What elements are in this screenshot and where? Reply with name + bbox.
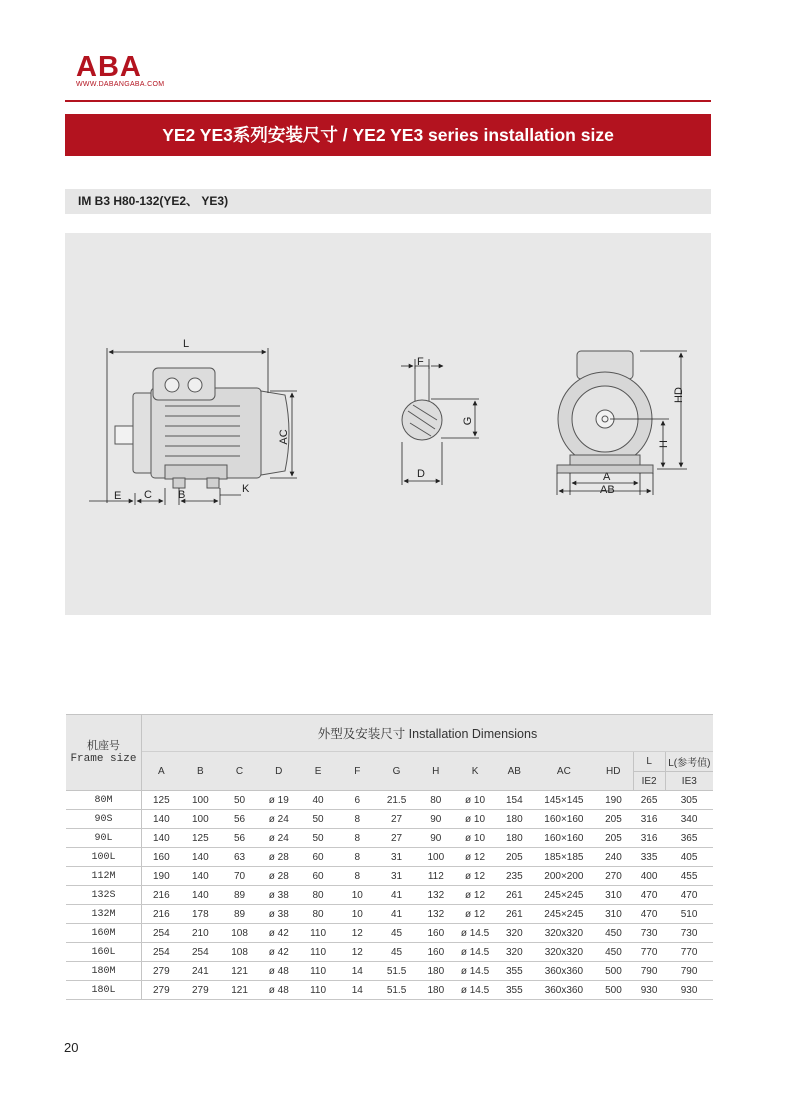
dimension-cell: 60 [298, 848, 337, 867]
frame-size-cell: 90S [66, 810, 141, 829]
dimension-cell: 310 [594, 905, 633, 924]
dimension-cell: ø 14.5 [455, 924, 494, 943]
dimension-cell: 930 [633, 981, 665, 1000]
label-AB: AB [600, 484, 615, 496]
section-bar [65, 189, 711, 214]
label-G: G [462, 416, 474, 426]
header-rule [65, 100, 711, 102]
dimension-cell: ø 14.5 [455, 962, 494, 981]
dimension-cell: 254 [141, 924, 180, 943]
dimension-cell: 110 [298, 962, 337, 981]
col-header-d: D [259, 752, 298, 791]
dimension-cell: 500 [594, 962, 633, 981]
frame-size-cell: 90L [66, 829, 141, 848]
dimension-cell: 305 [665, 791, 713, 810]
dimension-cell: 400 [633, 867, 665, 886]
logo-url: WWW.DABANGABA.COM [76, 81, 165, 88]
dimension-cell: 80 [298, 905, 337, 924]
table-row [66, 886, 713, 905]
dimension-cell: ø 28 [259, 867, 298, 886]
label-F: F [417, 356, 424, 368]
dimension-cell: 110 [298, 943, 337, 962]
dimension-cell: 56 [220, 829, 259, 848]
dimension-cell: 41 [377, 886, 416, 905]
col-header-ie3: IE3 [665, 772, 713, 791]
frame-size-cell: 112M [66, 867, 141, 886]
dimension-cell: 10 [338, 886, 377, 905]
dimension-cell: 510 [665, 905, 713, 924]
dimension-cell: 470 [665, 886, 713, 905]
label-D: D [417, 468, 425, 480]
dimension-cell: 110 [298, 924, 337, 943]
label-HD: HD [673, 387, 685, 403]
dimension-cell: 108 [220, 943, 259, 962]
dimension-cell: 27 [377, 829, 416, 848]
dimension-cell: 14 [338, 981, 377, 1000]
dimension-cell: ø 38 [259, 905, 298, 924]
frame-size-cell: 160L [66, 943, 141, 962]
dimension-cell: 254 [181, 943, 220, 962]
dimension-cell: 190 [594, 791, 633, 810]
dimension-cell: 245×245 [534, 905, 594, 924]
dimension-cell: 121 [220, 962, 259, 981]
dimension-cell: ø 24 [259, 810, 298, 829]
dimension-cell: 121 [220, 981, 259, 1000]
label-A: A [603, 471, 611, 483]
label-E: E [114, 490, 122, 502]
dimension-cell: ø 19 [259, 791, 298, 810]
frame-size-header [66, 715, 141, 791]
dimension-cell: 27 [377, 810, 416, 829]
dimension-cell: 930 [665, 981, 713, 1000]
dimension-cell: 270 [594, 867, 633, 886]
dimension-cell: ø 48 [259, 962, 298, 981]
dimension-cell: 730 [633, 924, 665, 943]
table-row [66, 848, 713, 867]
installation-drawing [65, 233, 711, 615]
table-body [66, 791, 713, 1000]
dimension-cell: 279 [141, 981, 180, 1000]
dimension-cell: 100 [181, 791, 220, 810]
dimension-cell: ø 42 [259, 924, 298, 943]
dimension-cell: 185×185 [534, 848, 594, 867]
label-C: C [144, 489, 152, 501]
dimension-cell: 125 [181, 829, 220, 848]
dimension-cell: ø 10 [455, 810, 494, 829]
side-view [115, 368, 289, 488]
dimension-cell: 335 [633, 848, 665, 867]
page-title: YE2 YE3系列安装尺寸 / YE2 YE3 series installation size [65, 114, 711, 156]
dimension-cell: 89 [220, 905, 259, 924]
dimension-cell: 340 [665, 810, 713, 829]
dimension-cell: 355 [495, 981, 534, 1000]
table-row [66, 829, 713, 848]
table-row [66, 810, 713, 829]
dimension-cell: 140 [141, 829, 180, 848]
dimension-cell: 360x360 [534, 981, 594, 1000]
frame-size-cell: 160M [66, 924, 141, 943]
col-header-a: A [141, 752, 180, 791]
dimension-cell: 8 [338, 848, 377, 867]
dimension-cell: 21.5 [377, 791, 416, 810]
dimension-cell: 70 [220, 867, 259, 886]
dimension-cell: 100 [416, 848, 455, 867]
frame-size-cell: 180M [66, 962, 141, 981]
dimension-cell: 216 [141, 886, 180, 905]
dimension-cell: ø 14.5 [455, 943, 494, 962]
dimension-cell: 45 [377, 943, 416, 962]
dimension-cell: 90 [416, 810, 455, 829]
dimension-cell: 790 [633, 962, 665, 981]
table-row [66, 981, 713, 1000]
col-header-e: E [298, 752, 337, 791]
frame-size-cell: 180L [66, 981, 141, 1000]
col-header-l: L [633, 752, 665, 772]
dimension-cell: 12 [338, 943, 377, 962]
dimension-cell: 216 [141, 905, 180, 924]
frame-size-header-cn: 机座号 [86, 739, 120, 752]
dimension-cell: 180 [416, 981, 455, 1000]
dimension-cell: 235 [495, 867, 534, 886]
dimension-cell: 132 [416, 905, 455, 924]
dimension-cell: 40 [298, 791, 337, 810]
dimension-cell: 470 [633, 905, 665, 924]
dimension-cell: 160×160 [534, 829, 594, 848]
logo-text: ABA [76, 51, 142, 83]
dimension-cell: 500 [594, 981, 633, 1000]
dimension-cell: 145×145 [534, 791, 594, 810]
dimension-cell: 110 [298, 981, 337, 1000]
dimension-cell: 200×200 [534, 867, 594, 886]
dimension-cell: 8 [338, 867, 377, 886]
col-header-f: F [338, 752, 377, 791]
dimension-cell: 154 [495, 791, 534, 810]
dimension-cell: 60 [298, 867, 337, 886]
table-row [66, 791, 713, 810]
dimension-cell: 8 [338, 810, 377, 829]
dimension-cell: 279 [141, 962, 180, 981]
dimension-cell: 56 [220, 810, 259, 829]
label-L: L [183, 338, 190, 350]
dimension-cell: 112 [416, 867, 455, 886]
dimension-cell: 140 [181, 867, 220, 886]
dimension-cell: ø 10 [455, 791, 494, 810]
frame-size-cell: 100L [66, 848, 141, 867]
dimension-cell: 132 [416, 886, 455, 905]
dimension-cell: 14 [338, 962, 377, 981]
dimension-cell: 310 [594, 886, 633, 905]
dimension-cell: 320 [495, 924, 534, 943]
dimension-cell: 241 [181, 962, 220, 981]
dimension-cell: ø 28 [259, 848, 298, 867]
dimension-cell: 405 [665, 848, 713, 867]
dimension-cell: 80 [416, 791, 455, 810]
frame-size-cell: 80M [66, 791, 141, 810]
col-header-g: G [377, 752, 416, 791]
frame-size-header-en: Frame size [70, 752, 137, 765]
dimension-cell: 316 [633, 829, 665, 848]
label-AC: AC [278, 429, 290, 445]
dimension-cell: 90 [416, 829, 455, 848]
col-header-b: B [181, 752, 220, 791]
frame-size-cell: 132S [66, 886, 141, 905]
dimension-cell: 205 [495, 848, 534, 867]
col-header-c: C [220, 752, 259, 791]
section-title: IM B3 H80-132(YE2、 YE3) [78, 194, 229, 208]
dimension-cell: 210 [181, 924, 220, 943]
dimension-cell: ø 14.5 [455, 981, 494, 1000]
drawing-svg [65, 233, 711, 615]
col-header-ac: AC [534, 752, 594, 791]
dimension-cell: 160×160 [534, 810, 594, 829]
dimension-cell: 31 [377, 848, 416, 867]
dimension-cell: 790 [665, 962, 713, 981]
dimension-cell: 770 [665, 943, 713, 962]
dimension-cell: 63 [220, 848, 259, 867]
dimension-cell: 125 [141, 791, 180, 810]
dimension-cell: 51.5 [377, 981, 416, 1000]
col-header-hd: HD [594, 752, 633, 791]
dimension-cell: 10 [338, 905, 377, 924]
dimension-cell: 470 [633, 886, 665, 905]
dimension-cell: 261 [495, 905, 534, 924]
label-K: K [242, 483, 250, 495]
dimension-cell: 45 [377, 924, 416, 943]
shaft-section [402, 366, 442, 440]
dimensions-table [66, 714, 713, 1000]
dimension-cell: 450 [594, 943, 633, 962]
dimension-cell: 365 [665, 829, 713, 848]
dimension-cell: 160 [416, 924, 455, 943]
dimension-cell: 160 [141, 848, 180, 867]
frame-size-cell: 132M [66, 905, 141, 924]
dimension-cell: 180 [416, 962, 455, 981]
dimension-cell: 80 [298, 886, 337, 905]
dimension-cell: 355 [495, 962, 534, 981]
dimension-cell: 140 [181, 848, 220, 867]
dimension-cell: 50 [220, 791, 259, 810]
dimension-cell: 205 [594, 810, 633, 829]
dimension-cell: 8 [338, 829, 377, 848]
page-number: 20 [64, 1040, 79, 1055]
dimensions-table-wrap [66, 714, 713, 1000]
dimension-cell: 31 [377, 867, 416, 886]
end-view [557, 351, 653, 473]
dimension-cell: 240 [594, 848, 633, 867]
dimension-cell: 316 [633, 810, 665, 829]
label-B: B [178, 489, 186, 501]
dimension-cell: 450 [594, 924, 633, 943]
dimension-cell: 51.5 [377, 962, 416, 981]
dimension-cell: 279 [181, 981, 220, 1000]
dimension-cell: 254 [141, 943, 180, 962]
table-row [66, 905, 713, 924]
dimension-cell: 6 [338, 791, 377, 810]
dimension-cell: 205 [594, 829, 633, 848]
dimension-cell: 730 [665, 924, 713, 943]
dimension-cell: 265 [633, 791, 665, 810]
table-row [66, 867, 713, 886]
col-header-l-ref: L(参考值) [665, 752, 713, 772]
dimension-cell: ø 24 [259, 829, 298, 848]
table-row [66, 943, 713, 962]
dimension-cell: ø 38 [259, 886, 298, 905]
dimension-cell: 178 [181, 905, 220, 924]
dimension-cell: 100 [181, 810, 220, 829]
dimension-cell: ø 10 [455, 829, 494, 848]
dimension-cell: 140 [141, 810, 180, 829]
dimension-cell: 261 [495, 886, 534, 905]
installation-dimensions-header: 外型及安装尺寸 Installation Dimensions [141, 715, 713, 752]
dimension-cell: 108 [220, 924, 259, 943]
dimension-cell: 140 [181, 886, 220, 905]
col-header-ie2: IE2 [633, 772, 665, 791]
dimension-cell: 320x320 [534, 943, 594, 962]
col-header-ab: AB [495, 752, 534, 791]
dimension-cell: ø 12 [455, 867, 494, 886]
dimension-cell: 50 [298, 829, 337, 848]
dimension-cell: 320 [495, 943, 534, 962]
dimension-cell: 180 [495, 829, 534, 848]
dimension-cell: 50 [298, 810, 337, 829]
dimension-cell: 12 [338, 924, 377, 943]
dimension-cell: 245×245 [534, 886, 594, 905]
table-row [66, 924, 713, 943]
dimension-cell: ø 12 [455, 905, 494, 924]
dimension-cell: 190 [141, 867, 180, 886]
dimension-cell: 455 [665, 867, 713, 886]
col-header-k: K [455, 752, 494, 791]
col-header-h: H [416, 752, 455, 791]
dimension-cell: 770 [633, 943, 665, 962]
dimension-cell: 180 [495, 810, 534, 829]
logo [76, 52, 164, 88]
dimension-cell: 89 [220, 886, 259, 905]
table-row [66, 962, 713, 981]
dimension-cell: 320x320 [534, 924, 594, 943]
dimension-cell: ø 48 [259, 981, 298, 1000]
dimension-cell: 360x360 [534, 962, 594, 981]
dimension-cell: 41 [377, 905, 416, 924]
label-H: H [658, 440, 670, 448]
dimension-cell: ø 12 [455, 848, 494, 867]
dimension-cell: ø 42 [259, 943, 298, 962]
dimension-cell: 160 [416, 943, 455, 962]
dimension-cell: ø 12 [455, 886, 494, 905]
